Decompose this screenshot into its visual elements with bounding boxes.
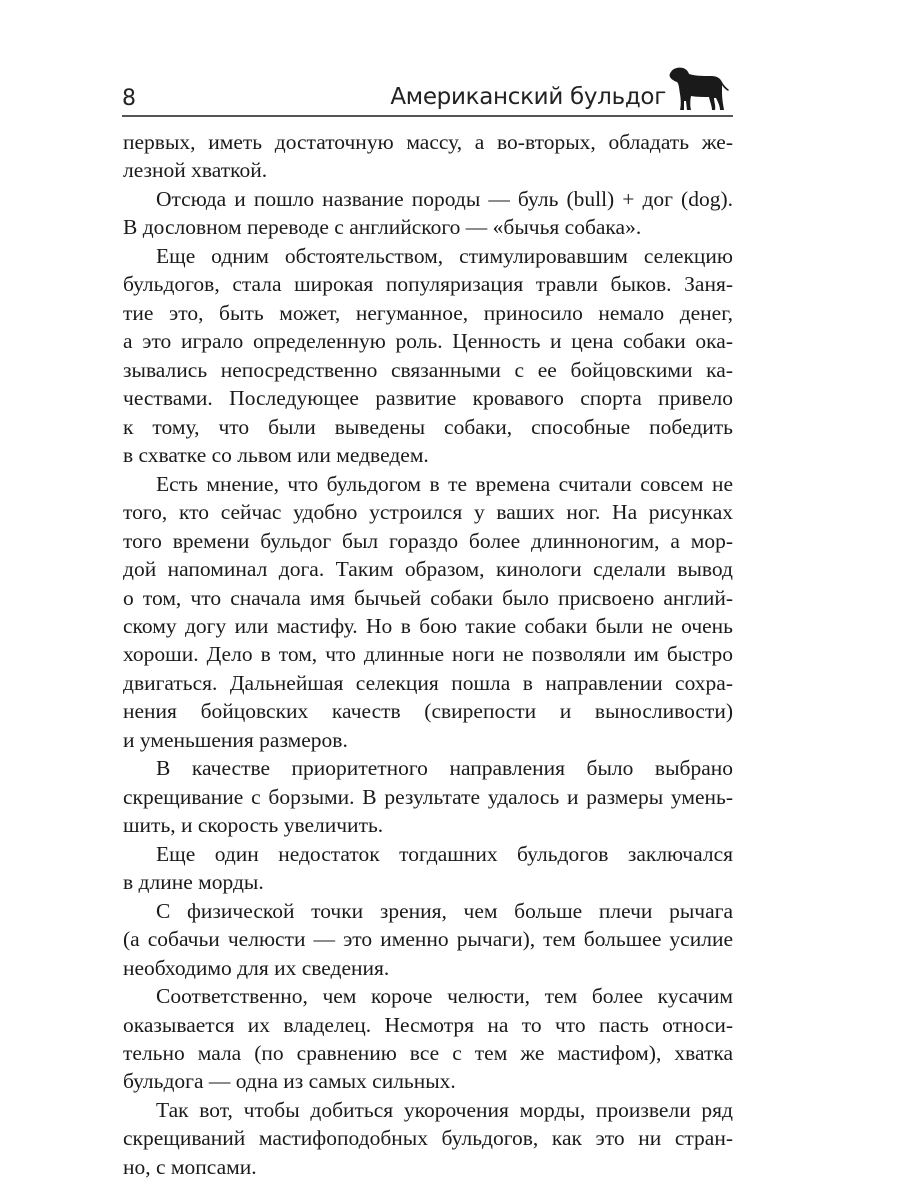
text-line: о том, что сначала имя бычьей собаки было присвоено англий- [123, 585, 733, 610]
paragraph [123, 754, 733, 839]
text-line: скрещивание с борзыми. В результате удалось и размеры умень- [123, 784, 733, 809]
text-line: тельно мала (по сравнению все с тем же мастифом), хватка [123, 1041, 733, 1065]
text-line: (а собачьи челюсти — это именно рычаги), тем большее усилие [123, 927, 733, 952]
text-line: к тому, что были выведены собаки, способные победить [123, 414, 733, 439]
header-rule [122, 115, 733, 117]
text-line: нения бойцовских качеств (свирепости и выносливости) [123, 699, 733, 724]
text-line: Есть мнение, что бульдогом в те времена считали совсем не [156, 471, 733, 496]
text-line: скрещиваний мастифоподобных бульдогов, как это ни стран- [123, 1126, 733, 1151]
text-line: Соответственно, чем короче челюсти, тем более кусачим [156, 984, 733, 1009]
text-line: лезной хваткой. [123, 158, 268, 183]
text-line: дой напоминал дога. Таким образом, кинологи сделали вывод [123, 557, 733, 582]
text-line: тие это, быть может, негуманное, приносило немало денег, [123, 300, 733, 325]
text-line: но, с мопсами. [123, 1154, 257, 1179]
text-line: того, кто сейчас удобно устроился у ваших ног. На рисунках [123, 500, 733, 525]
text-line: в схватке со львом или медведем. [123, 443, 429, 468]
text-line: необходимо для их сведения. [123, 955, 390, 980]
text-line: чествами. Последующее развитие кровавого спорта привело [123, 386, 733, 411]
text-line: первых, иметь достаточную массу, а во-вторых, обладать же- [123, 130, 733, 154]
text-line: хороши. Дело в том, что длинные ноги не позволяли им быстро [123, 642, 733, 667]
paragraph [123, 1096, 733, 1181]
paragraph [123, 242, 733, 470]
text-line: Еще один недостаток тогдашних бульдогов заключался [156, 841, 733, 866]
paragraph [123, 185, 733, 242]
text-line: Отсюда и пошло название породы — буль (bull) + дог (dog). [156, 186, 733, 211]
paragraph [123, 470, 733, 755]
text-line: бульдогов, стала широкая популяризация травли быков. Заня- [123, 272, 733, 297]
text-line: бульдога — одна из самых сильных. [123, 1069, 456, 1094]
text-line: того времени бульдог был гораздо более длинноногим, а мор- [123, 528, 733, 553]
page-number: 8 [122, 86, 136, 111]
text-line: С физической точки зрения, чем больше плечи рычага [156, 898, 733, 923]
text-line: скому догу или мастифу. Но в бою такие собаки были не очень [123, 613, 733, 638]
text-line: Еще одним обстоятельством, стимулировавшим селекцию [156, 243, 733, 268]
text-line: и уменьшения размеров. [123, 727, 348, 752]
text-line: зывались непосредственно связанными с ее бойцовскими ка- [123, 357, 733, 382]
text-line: шить, и скорость увеличить. [123, 813, 384, 838]
bulldog-silhouette-icon [667, 66, 731, 114]
text-line: а это играло определенную роль. Ценность и цена собаки ока- [123, 329, 733, 354]
paragraph [123, 897, 733, 982]
text-line: В качестве приоритетного направления было выбрано [156, 756, 733, 781]
body-text [123, 128, 733, 1181]
text-line: Так вот, чтобы добиться укорочения морды, произвели ряд [156, 1097, 733, 1122]
paragraph [123, 982, 733, 1096]
paragraph [123, 128, 733, 185]
running-title: Американский бульдог [390, 84, 666, 110]
text-line: в длине морды. [123, 870, 264, 895]
text-line: оказывается их владелец. Несмотря на то что пасть относи- [123, 1012, 733, 1037]
text-line: двигаться. Дальнейшая селекция пошла в направлении сохра- [123, 670, 733, 695]
paragraph [123, 840, 733, 897]
text-line: В дословном переводе с английского — «бычья собака». [123, 215, 642, 240]
